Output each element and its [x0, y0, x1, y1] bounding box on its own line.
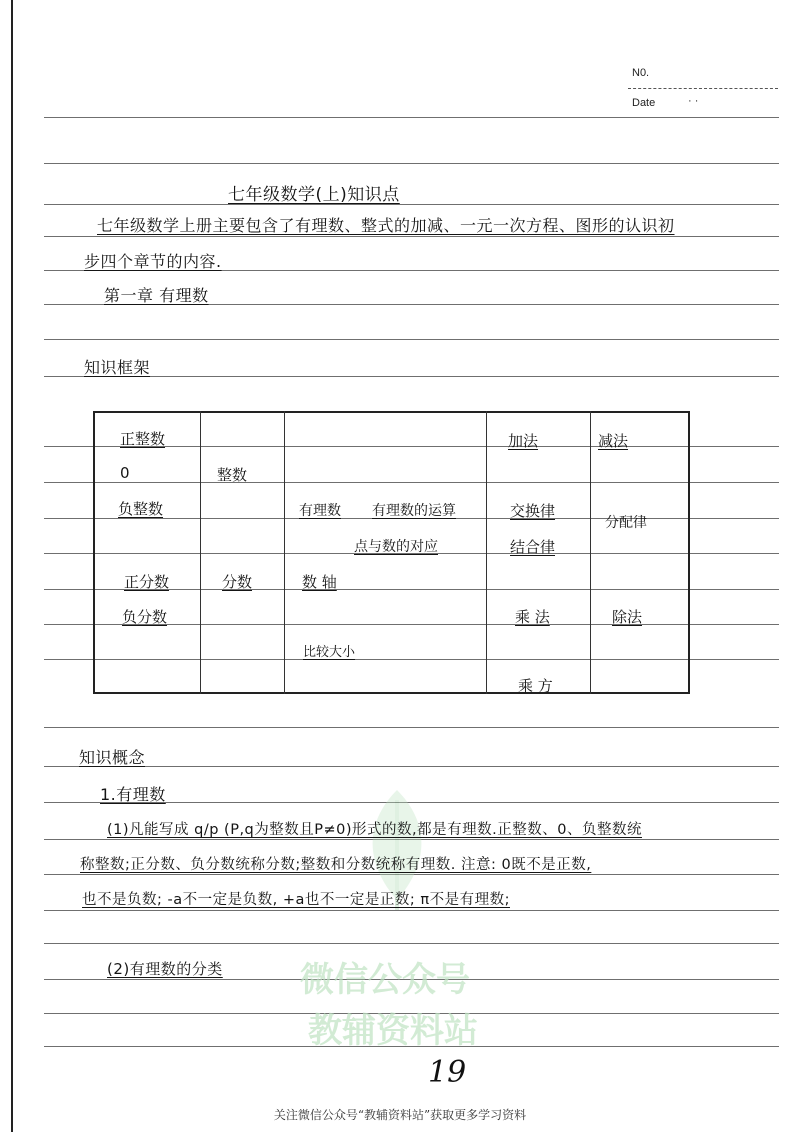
rule-line [44, 163, 779, 164]
cell-negative-integer: 负整数 [118, 500, 164, 518]
cell-associative-law: 结合律 [510, 538, 556, 556]
paragraph-1-line-2: 称整数;正分数、负分数统称分数;整数和分数统称有理数. 注意: 0既不是正数, [80, 857, 592, 873]
no-label: N0. [632, 67, 650, 79]
table-divider [284, 411, 285, 694]
cell-point-number-correspondence: 点与数的对应 [354, 539, 438, 555]
page-title: 七年级数学(上)知识点 [228, 185, 400, 205]
section-rational-numbers: 1.有理数 [100, 785, 166, 804]
rule-line [44, 376, 779, 377]
cell-integer: 整数 [217, 466, 248, 484]
cell-division: 除法 [612, 608, 643, 626]
cell-positive-fraction: 正分数 [124, 573, 170, 591]
date-label: Date [632, 97, 656, 109]
table-divider [590, 411, 591, 694]
cell-number-axis: 数 轴 [302, 573, 337, 591]
cell-multiplication: 乘 法 [515, 608, 550, 626]
chapter-heading: 第一章 有理数 [104, 286, 209, 305]
cell-negative-fraction: 负分数 [122, 608, 168, 626]
cell-compare-size: 比较大小 [303, 645, 356, 660]
header-dash-line [628, 88, 778, 89]
paragraph-1-line-1: (1)凡能写成 q/p (P,q为整数且P≠0)形式的数,都是有理数.正整数、0、负整数统 [107, 822, 642, 838]
concepts-heading: 知识概念 [79, 748, 146, 767]
cell-rational-number: 有理数 [299, 503, 341, 519]
binding-line [11, 0, 13, 1132]
footer-note: 关注微信公众号“教辅资料站”获取更多学习资料 [273, 1108, 527, 1122]
rule-line [44, 339, 779, 340]
cell-addition: 加法 [508, 432, 539, 450]
rule-line [44, 766, 779, 767]
intro-line-1: 七年级数学上册主要包含了有理数、整式的加减、一元一次方程、图形的认识初 [97, 216, 675, 235]
table-divider [200, 411, 201, 694]
cell-subtraction: 减法 [598, 432, 629, 450]
cell-positive-integer: 正整数 [120, 430, 166, 448]
watermark-text-2: 教辅资料站 [308, 1011, 478, 1051]
cell-commutative-law: 交换律 [510, 502, 556, 520]
intro-line-2: 步四个章节的内容. [84, 252, 222, 271]
classification-heading: (2)有理数的分类 [107, 960, 223, 978]
rule-line [44, 236, 779, 237]
page-number: 19 [428, 1055, 467, 1090]
cell-rational-operations: 有理数的运算 [372, 503, 456, 519]
watermark-text-1: 微信公众号 [300, 960, 470, 1000]
date-dots: · · [688, 95, 699, 107]
cell-fraction: 分数 [222, 573, 253, 591]
cell-power: 乘 方 [518, 677, 553, 695]
rule-line [44, 117, 779, 118]
rule-line [44, 204, 779, 205]
cell-distributive-law: 分配律 [605, 515, 647, 531]
rule-line [44, 943, 779, 944]
cell-zero: 0 [120, 464, 130, 482]
framework-heading: 知识框架 [84, 358, 151, 377]
rule-line [44, 727, 779, 728]
table-divider [486, 411, 487, 694]
paragraph-1-line-3: 也不是负数; -a不一定是负数, +a也不一定是正数; π不是有理数; [82, 892, 510, 908]
